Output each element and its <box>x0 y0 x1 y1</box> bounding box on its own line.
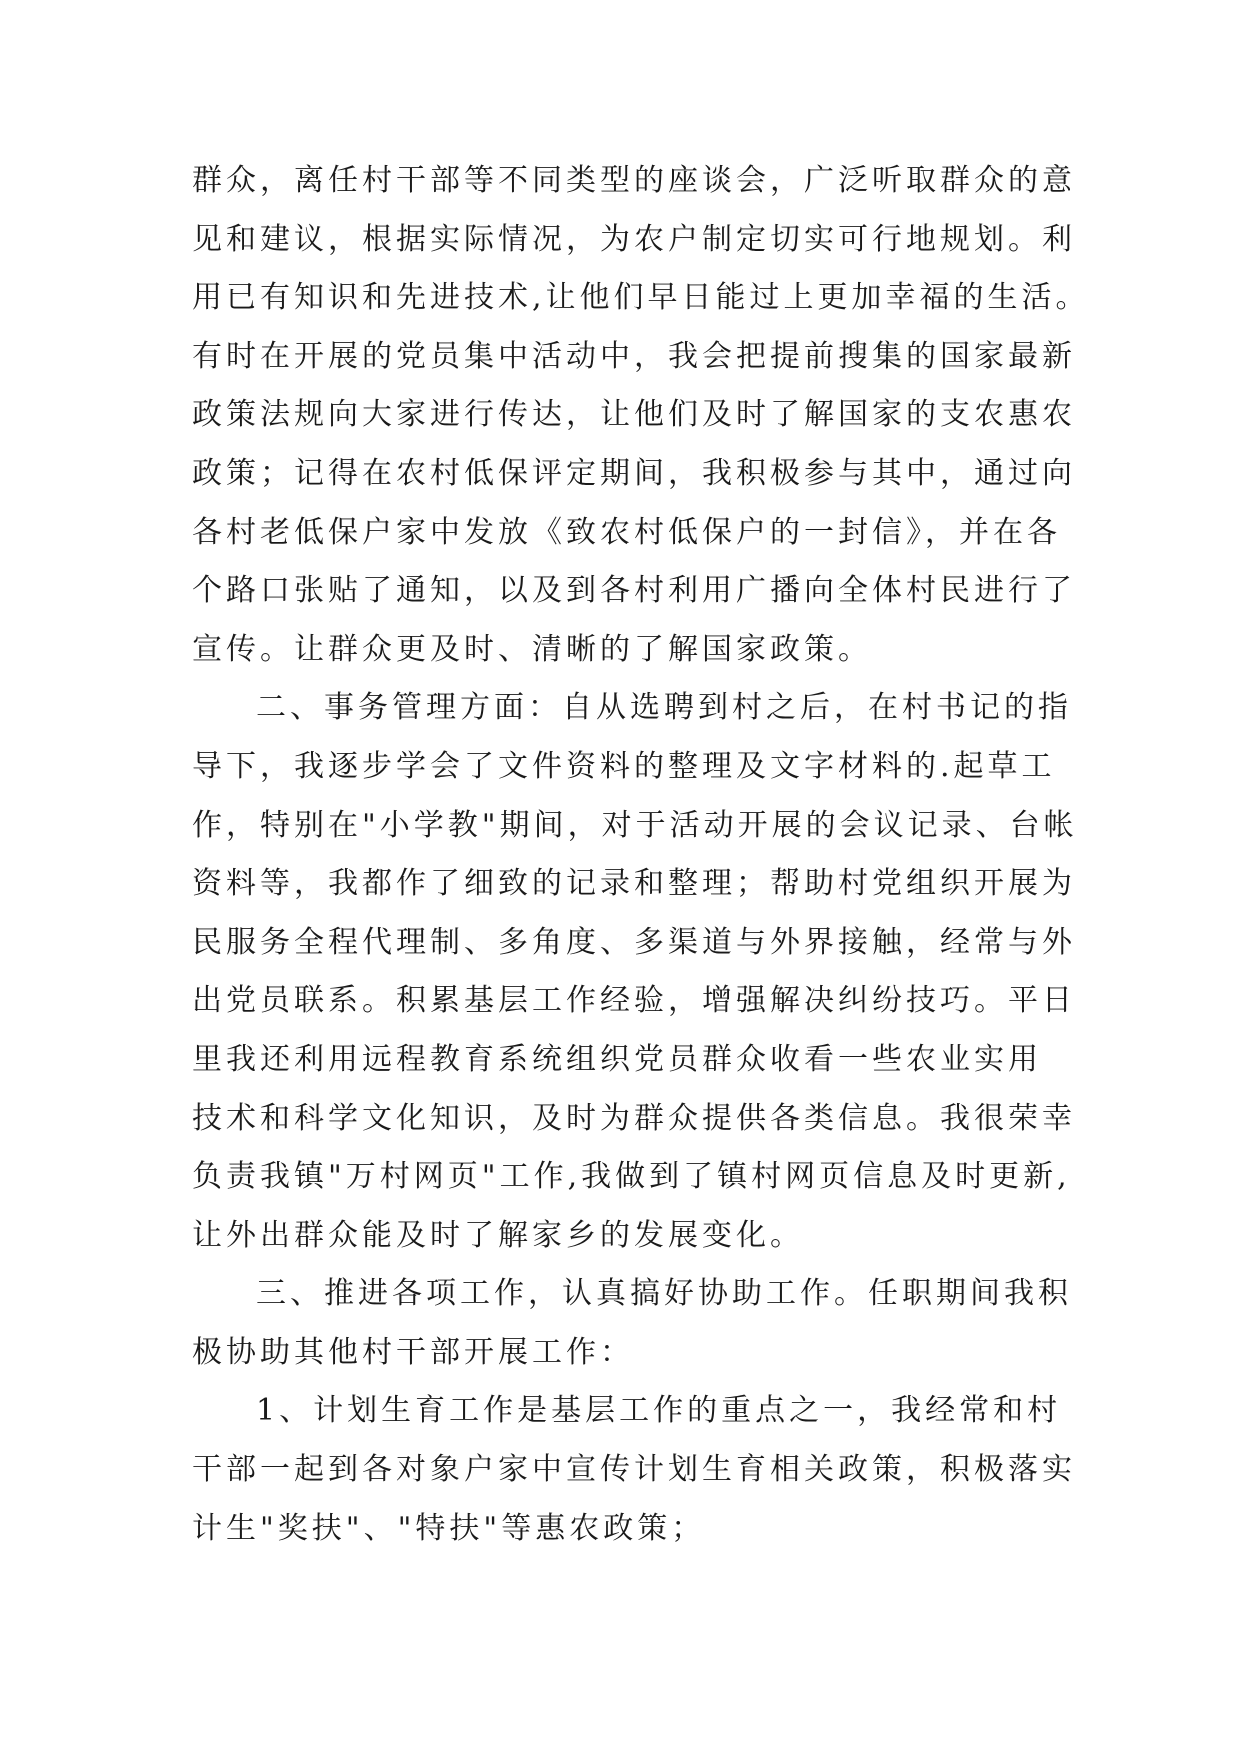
text-line: 宣传。让群众更及时、清晰的了解国家政策。 <box>192 631 872 667</box>
paragraph-heading-line: 二、事务管理方面：自从选聘到村之后，在村书记的指 <box>256 690 1072 726</box>
text-line: 负责我镇"万村网页"工作,我做到了镇村网页信息及时更新, <box>192 1159 1071 1195</box>
text-line: 见和建议，根据实际情况，为农户制定切实可行地规划。利 <box>192 221 1076 257</box>
text-line: 群众，离任村干部等不同类型的座谈会，广泛听取群众的意 <box>192 163 1076 198</box>
text-line: 里我还利用远程教育系统组织党员群众收看一些农业实用 <box>192 1041 1042 1077</box>
text-line: 各村老低保户家中发放《致农村低保户的一封信》，并在各 <box>192 514 1061 550</box>
text-line: 有时在开展的党员集中活动中，我会把提前搜集的国家最新 <box>192 338 1076 374</box>
text-line: 导下，我逐步学会了文件资料的整理及文字材料的.起草工 <box>192 748 1056 784</box>
text-line: 政策；记得在农村低保评定期间，我积极参与其中，通过向 <box>192 455 1076 491</box>
text-line: 资料等，我都作了细致的记录和整理；帮助村党组织开展为 <box>192 866 1076 902</box>
text-line: 干部一起到各对象户家中宣传计划生育相关政策，积极落实 <box>192 1452 1076 1488</box>
text-line: 极协助其他村干部开展工作： <box>192 1334 634 1370</box>
text-line: 个路口张贴了通知，以及到各村利用广播向全体村民进行了 <box>192 573 1076 609</box>
text-line: 政策法规向大家进行传达，让他们及时了解国家的支农惠农 <box>192 397 1076 433</box>
paragraph-heading-line: 三、推进各项工作，认真搞好协助工作。任职期间我积 <box>256 1276 1072 1312</box>
numbered-item-line: 1、计划生育工作是基层工作的重点之一，我经常和村 <box>256 1393 1062 1429</box>
body-text <box>192 152 1092 1558</box>
text-line: 出党员联系。积累基层工作经验，增强解决纠纷技巧。平日 <box>192 983 1076 1019</box>
text-line: 让外出群众能及时了解家乡的发展变化。 <box>192 1217 804 1253</box>
text-line: 民服务全程代理制、多角度、多渠道与外界接触，经常与外 <box>192 924 1076 960</box>
text-line: 计生"奖扶"、"特扶"等惠农政策； <box>192 1510 706 1546</box>
text-line: 用已有知识和先进技术,让他们早日能过上更加幸福的生活。 <box>192 280 1090 316</box>
text-line: 作，特别在"小学教"期间，对于活动开展的会议记录、台帐 <box>192 807 1078 843</box>
text-line: 技术和科学文化知识，及时为群众提供各类信息。我很荣幸 <box>192 1100 1076 1136</box>
